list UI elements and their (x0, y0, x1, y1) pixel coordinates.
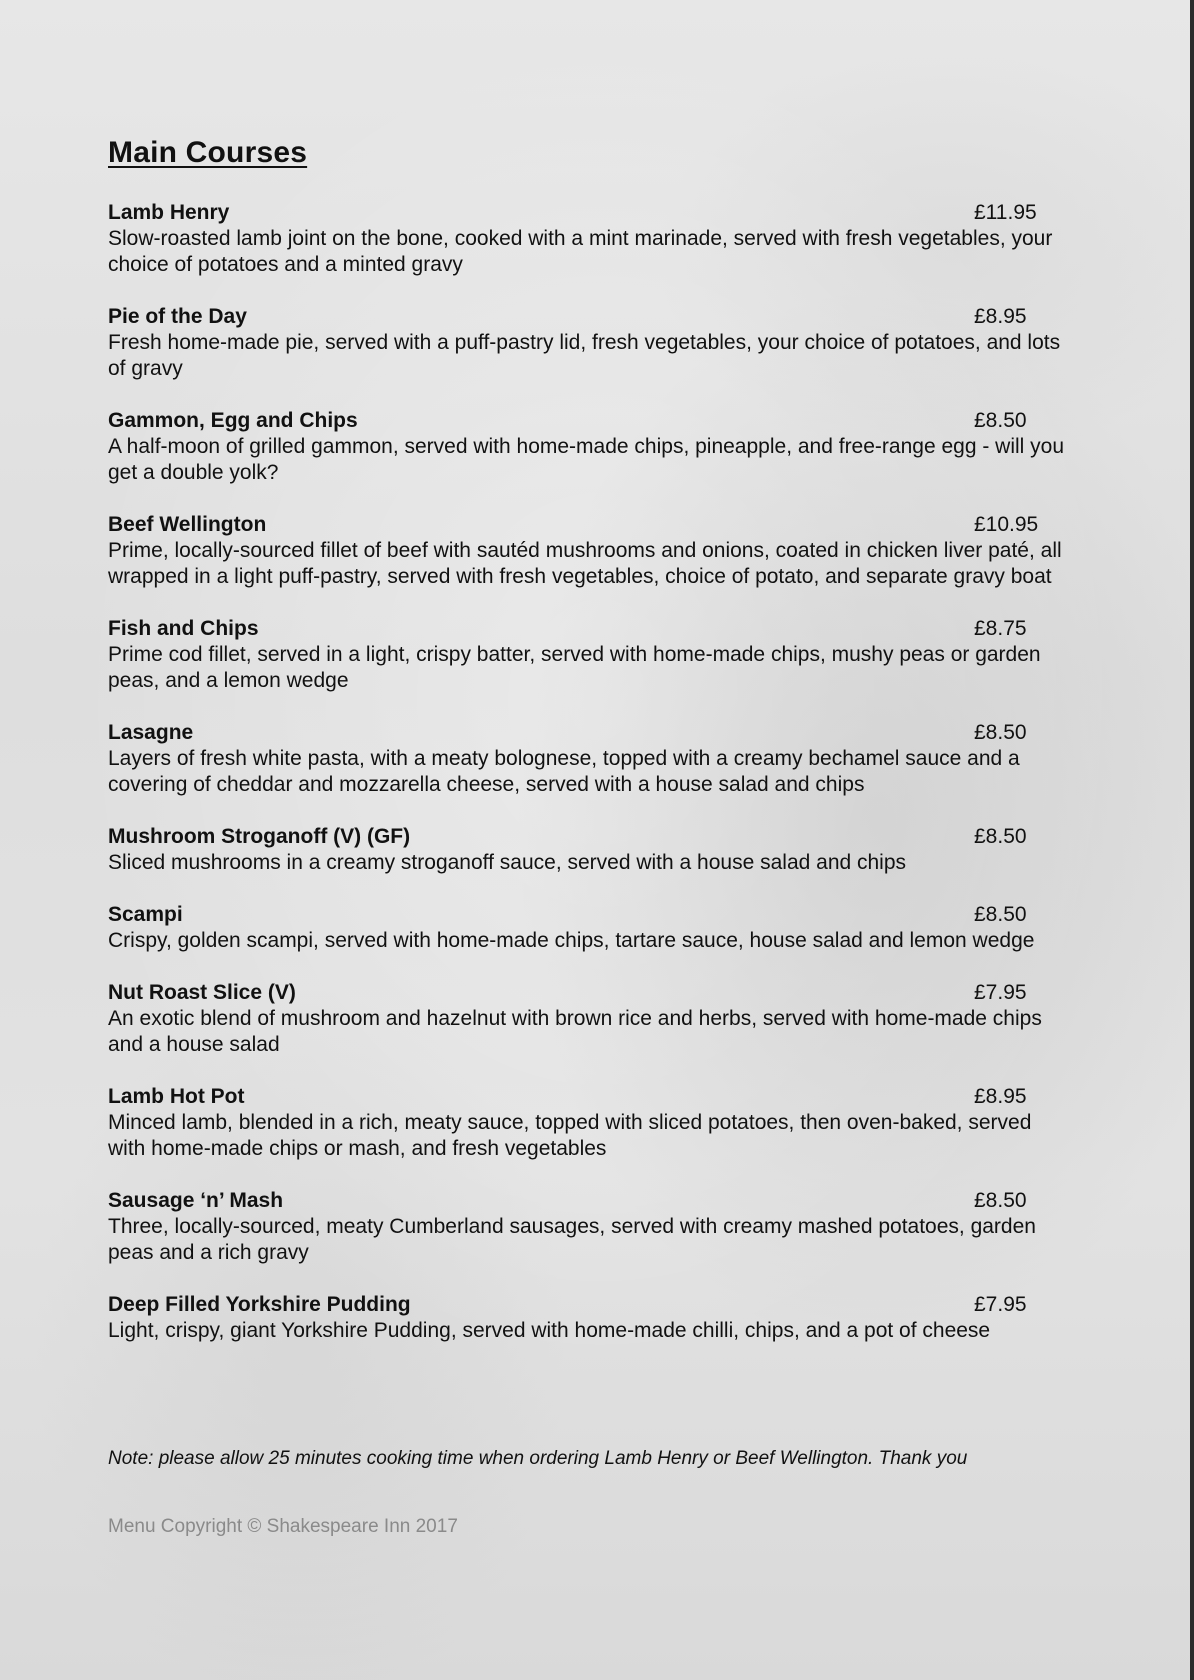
menu-item-list (108, 200, 1068, 1370)
cooking-time-note: Note: please allow 25 minutes cooking time when ordering Lamb Henry or Beef Wellington. Thank you (108, 1448, 968, 1469)
menu-item (108, 200, 1068, 278)
menu-item-price: £8.50 (974, 409, 1027, 432)
menu-item-header (108, 1188, 1068, 1214)
menu-item-name: Lamb Henry (108, 201, 230, 224)
menu-item-name: Fish and Chips (108, 617, 259, 640)
menu-item-price: £8.75 (974, 617, 1027, 640)
menu-item (108, 824, 1068, 876)
menu-item-name: Beef Wellington (108, 513, 267, 536)
menu-item-price: £11.95 (974, 201, 1037, 224)
menu-item-header (108, 824, 1068, 850)
menu-item-price: £8.50 (974, 721, 1027, 744)
menu-item-header (108, 902, 1068, 928)
menu-item-description: Prime, locally-sourced fillet of beef with sautéd mushrooms and onions, coated in chicken liver paté, all wrapped in a light puff-pastry, served with fresh vegetables, choice of potato, and separate gravy boat (108, 539, 1062, 588)
menu-item-price: £8.50 (974, 903, 1027, 926)
menu-item-price: £8.50 (974, 825, 1027, 848)
menu-item-description: Minced lamb, blended in a rich, meaty sauce, topped with sliced potatoes, then oven-baked, served with home-made chips or mash, and fresh vegetables (108, 1111, 1032, 1160)
menu-item-header (108, 616, 1068, 642)
menu-item-description: Sliced mushrooms in a creamy stroganoff sauce, served with a house salad and chips (108, 851, 907, 874)
menu-item (108, 980, 1068, 1058)
menu-item-description: Slow-roasted lamb joint on the bone, cooked with a mint marinade, served with fresh vegetables, your choice of potatoes and a minted gravy (108, 227, 1053, 276)
menu-item-header (108, 1084, 1068, 1110)
menu-item-description: Light, crispy, giant Yorkshire Pudding, served with home-made chilli, chips, and a pot of cheese (108, 1319, 991, 1342)
menu-item-name: Lasagne (108, 721, 194, 744)
page-title: Main Courses (108, 136, 308, 169)
menu-item-header (108, 720, 1068, 746)
menu-item-header (108, 512, 1068, 538)
menu-item-name: Deep Filled Yorkshire Pudding (108, 1293, 411, 1316)
menu-item-name: Gammon, Egg and Chips (108, 409, 358, 432)
menu-item-price: £7.95 (974, 1293, 1027, 1316)
menu-item-header (108, 200, 1068, 226)
menu-item (108, 512, 1068, 590)
menu-item-description: Prime cod fillet, served in a light, crispy batter, served with home-made chips, mushy peas or garden peas, and a lemon wedge (108, 643, 1041, 692)
menu-item-header (108, 304, 1068, 330)
menu-item-description: Three, locally-sourced, meaty Cumberland sausages, served with creamy mashed potatoes, garden peas and a rich gravy (108, 1215, 1036, 1264)
menu-item (108, 1292, 1068, 1344)
menu-item-header (108, 980, 1068, 1006)
menu-item-price: £8.50 (974, 1189, 1027, 1212)
menu-item-name: Scampi (108, 903, 183, 926)
menu-item-price: £8.95 (974, 1085, 1027, 1108)
menu-item-name: Nut Roast Slice (V) (108, 981, 296, 1004)
menu-item-description: Fresh home-made pie, served with a puff-pastry lid, fresh vegetables, your choice of potatoes, and lots of gravy (108, 331, 1061, 380)
menu-item-name: Mushroom Stroganoff (V) (GF) (108, 825, 411, 848)
menu-item-description: An exotic blend of mushroom and hazelnut with brown rice and herbs, served with home-made chips and a house salad (108, 1007, 1042, 1056)
menu-item-name: Pie of the Day (108, 305, 247, 328)
menu-item-description: Crispy, golden scampi, served with home-made chips, tartare sauce, house salad and lemon wedge (108, 929, 1035, 952)
menu-item-description: Layers of fresh white pasta, with a meaty bolognese, topped with a creamy bechamel sauce and a covering of cheddar and mozzarella cheese, served with a house salad and chips (108, 747, 1020, 796)
menu-item (108, 902, 1068, 954)
menu-item-description: A half-moon of grilled gammon, served with home-made chips, pineapple, and free-range egg - will you get a double yolk? (108, 435, 1065, 484)
menu-item-name: Lamb Hot Pot (108, 1085, 245, 1108)
menu-item (108, 304, 1068, 382)
menu-item-price: £8.95 (974, 305, 1027, 328)
menu-item-header (108, 1292, 1068, 1318)
menu-item-price: £10.95 (974, 513, 1039, 536)
menu-item (108, 616, 1068, 694)
menu-item-name: Sausage ‘n’ Mash (108, 1189, 284, 1212)
menu-item-header (108, 408, 1068, 434)
menu-item (108, 1188, 1068, 1266)
page-edge-shadow (1190, 0, 1194, 1680)
menu-item-price: £7.95 (974, 981, 1027, 1004)
menu-item (108, 408, 1068, 486)
menu-item (108, 720, 1068, 798)
menu-item (108, 1084, 1068, 1162)
copyright-notice: Menu Copyright © Shakespeare Inn 2017 (108, 1516, 458, 1537)
